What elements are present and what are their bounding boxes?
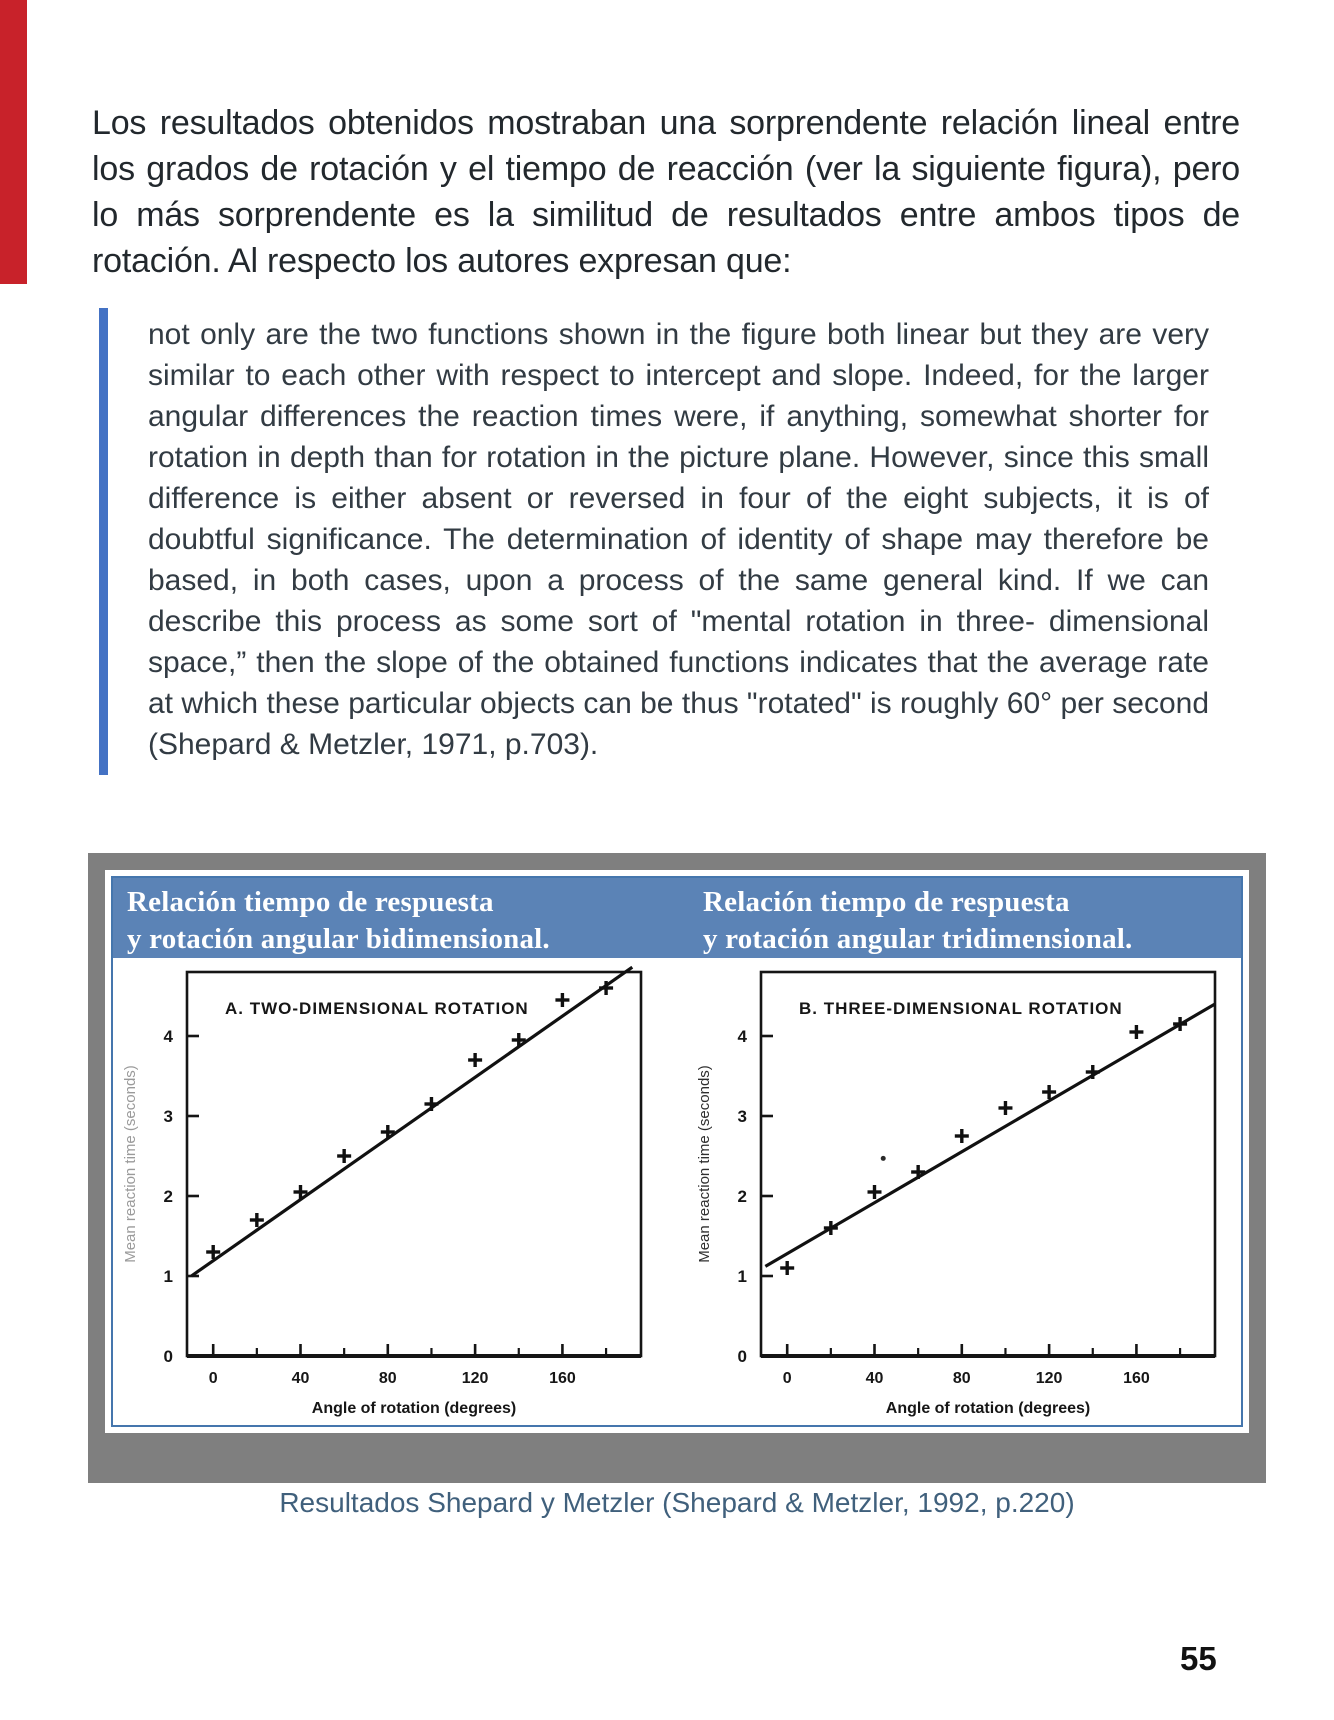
page-number: 55 bbox=[1180, 1640, 1217, 1677]
block-quote bbox=[99, 308, 1209, 775]
svg-text:80: 80 bbox=[378, 1370, 397, 1387]
intro-paragraph: Los resultados obtenidos mostraban una sorprendente relación lineal entre los grados de rotación y el tiempo de reacción (ver la siguiente figura), pero lo más sorprendente es la similitud de resultados entre ambos tipos de rotación. Al respecto los autores expresan que: bbox=[92, 104, 1240, 280]
svg-text:120: 120 bbox=[461, 1370, 489, 1387]
figure-title-left bbox=[113, 878, 677, 958]
svg-text:1: 1 bbox=[737, 1267, 747, 1286]
figure-header bbox=[113, 878, 1241, 958]
figure-title-right-line1: Relación tiempo de respuesta bbox=[703, 886, 1070, 918]
chart-three-dimensional-rotation bbox=[691, 960, 1237, 1424]
svg-text:4: 4 bbox=[737, 1027, 747, 1046]
figure-panel bbox=[88, 853, 1266, 1483]
svg-text:3: 3 bbox=[737, 1107, 747, 1126]
svg-text:Angle of rotation (degrees): Angle of rotation (degrees) bbox=[311, 1400, 517, 1417]
svg-text:80: 80 bbox=[952, 1370, 971, 1387]
svg-text:4: 4 bbox=[163, 1027, 173, 1046]
svg-text:B. THREE-DIMENSIONAL ROTATION: B. THREE-DIMENSIONAL ROTATION bbox=[799, 999, 1123, 1018]
figure-title-left-line1: Relación tiempo de respuesta bbox=[127, 886, 494, 918]
quote-text: not only are the two functions shown in the figure both linear but they are very similar to each other with respect to intercept and slope. Indeed, for the larger angular differences the reaction times were, if anything, somewhat shorter for rotation in depth than for rotation in the picture plane. However, since this small difference is either absent or reversed in four of the eight subjects, it is of doubtful significance. The determination of identity of shape may therefore be based, in both cases, upon a process of the same general kind. If we can describe this process as some sort of "mental rotation in three- dimensional space,” then the slope of the obtained functions indicates that the average rate at which these particular objects can be thus "rotated" is roughly 60° per second (Shepard & Metzler, 1971, p.703). bbox=[148, 318, 1209, 761]
figure-title-right bbox=[677, 878, 1241, 958]
red-edge-marker bbox=[0, 0, 27, 284]
svg-text:Mean reaction time (seconds): Mean reaction time (seconds) bbox=[122, 1065, 139, 1263]
svg-text:160: 160 bbox=[1123, 1370, 1150, 1387]
svg-text:120: 120 bbox=[1035, 1370, 1063, 1387]
figure-title-right-line2: y rotación angular tridimensional. bbox=[703, 923, 1133, 955]
svg-text:Angle of rotation (degrees): Angle of rotation (degrees) bbox=[885, 1400, 1091, 1417]
svg-text:160: 160 bbox=[549, 1370, 576, 1387]
svg-text:1: 1 bbox=[163, 1267, 173, 1286]
svg-text:A. TWO-DIMENSIONAL ROTATION: A. TWO-DIMENSIONAL ROTATION bbox=[225, 999, 529, 1018]
figure-inner-frame bbox=[105, 870, 1249, 1433]
svg-text:0: 0 bbox=[163, 1347, 173, 1366]
figure-chart-area bbox=[113, 958, 1241, 1425]
figure-title-left-line2: y rotación angular bidimensional. bbox=[127, 923, 550, 955]
svg-text:Mean reaction time (seconds): Mean reaction time (seconds) bbox=[696, 1065, 713, 1263]
svg-text:2: 2 bbox=[737, 1187, 747, 1206]
svg-text:0: 0 bbox=[782, 1370, 792, 1387]
figure-caption: Resultados Shepard y Metzler (Shepard & Metzler, 1992, p.220) bbox=[279, 1487, 1075, 1518]
svg-text:3: 3 bbox=[163, 1107, 173, 1126]
chart-two-dimensional-rotation bbox=[117, 960, 663, 1424]
svg-text:2: 2 bbox=[163, 1187, 173, 1206]
svg-text:0: 0 bbox=[208, 1370, 218, 1387]
figure-bordered-panel bbox=[111, 876, 1243, 1427]
svg-text:0: 0 bbox=[737, 1347, 747, 1366]
svg-text:40: 40 bbox=[291, 1370, 310, 1387]
svg-text:40: 40 bbox=[865, 1370, 884, 1387]
